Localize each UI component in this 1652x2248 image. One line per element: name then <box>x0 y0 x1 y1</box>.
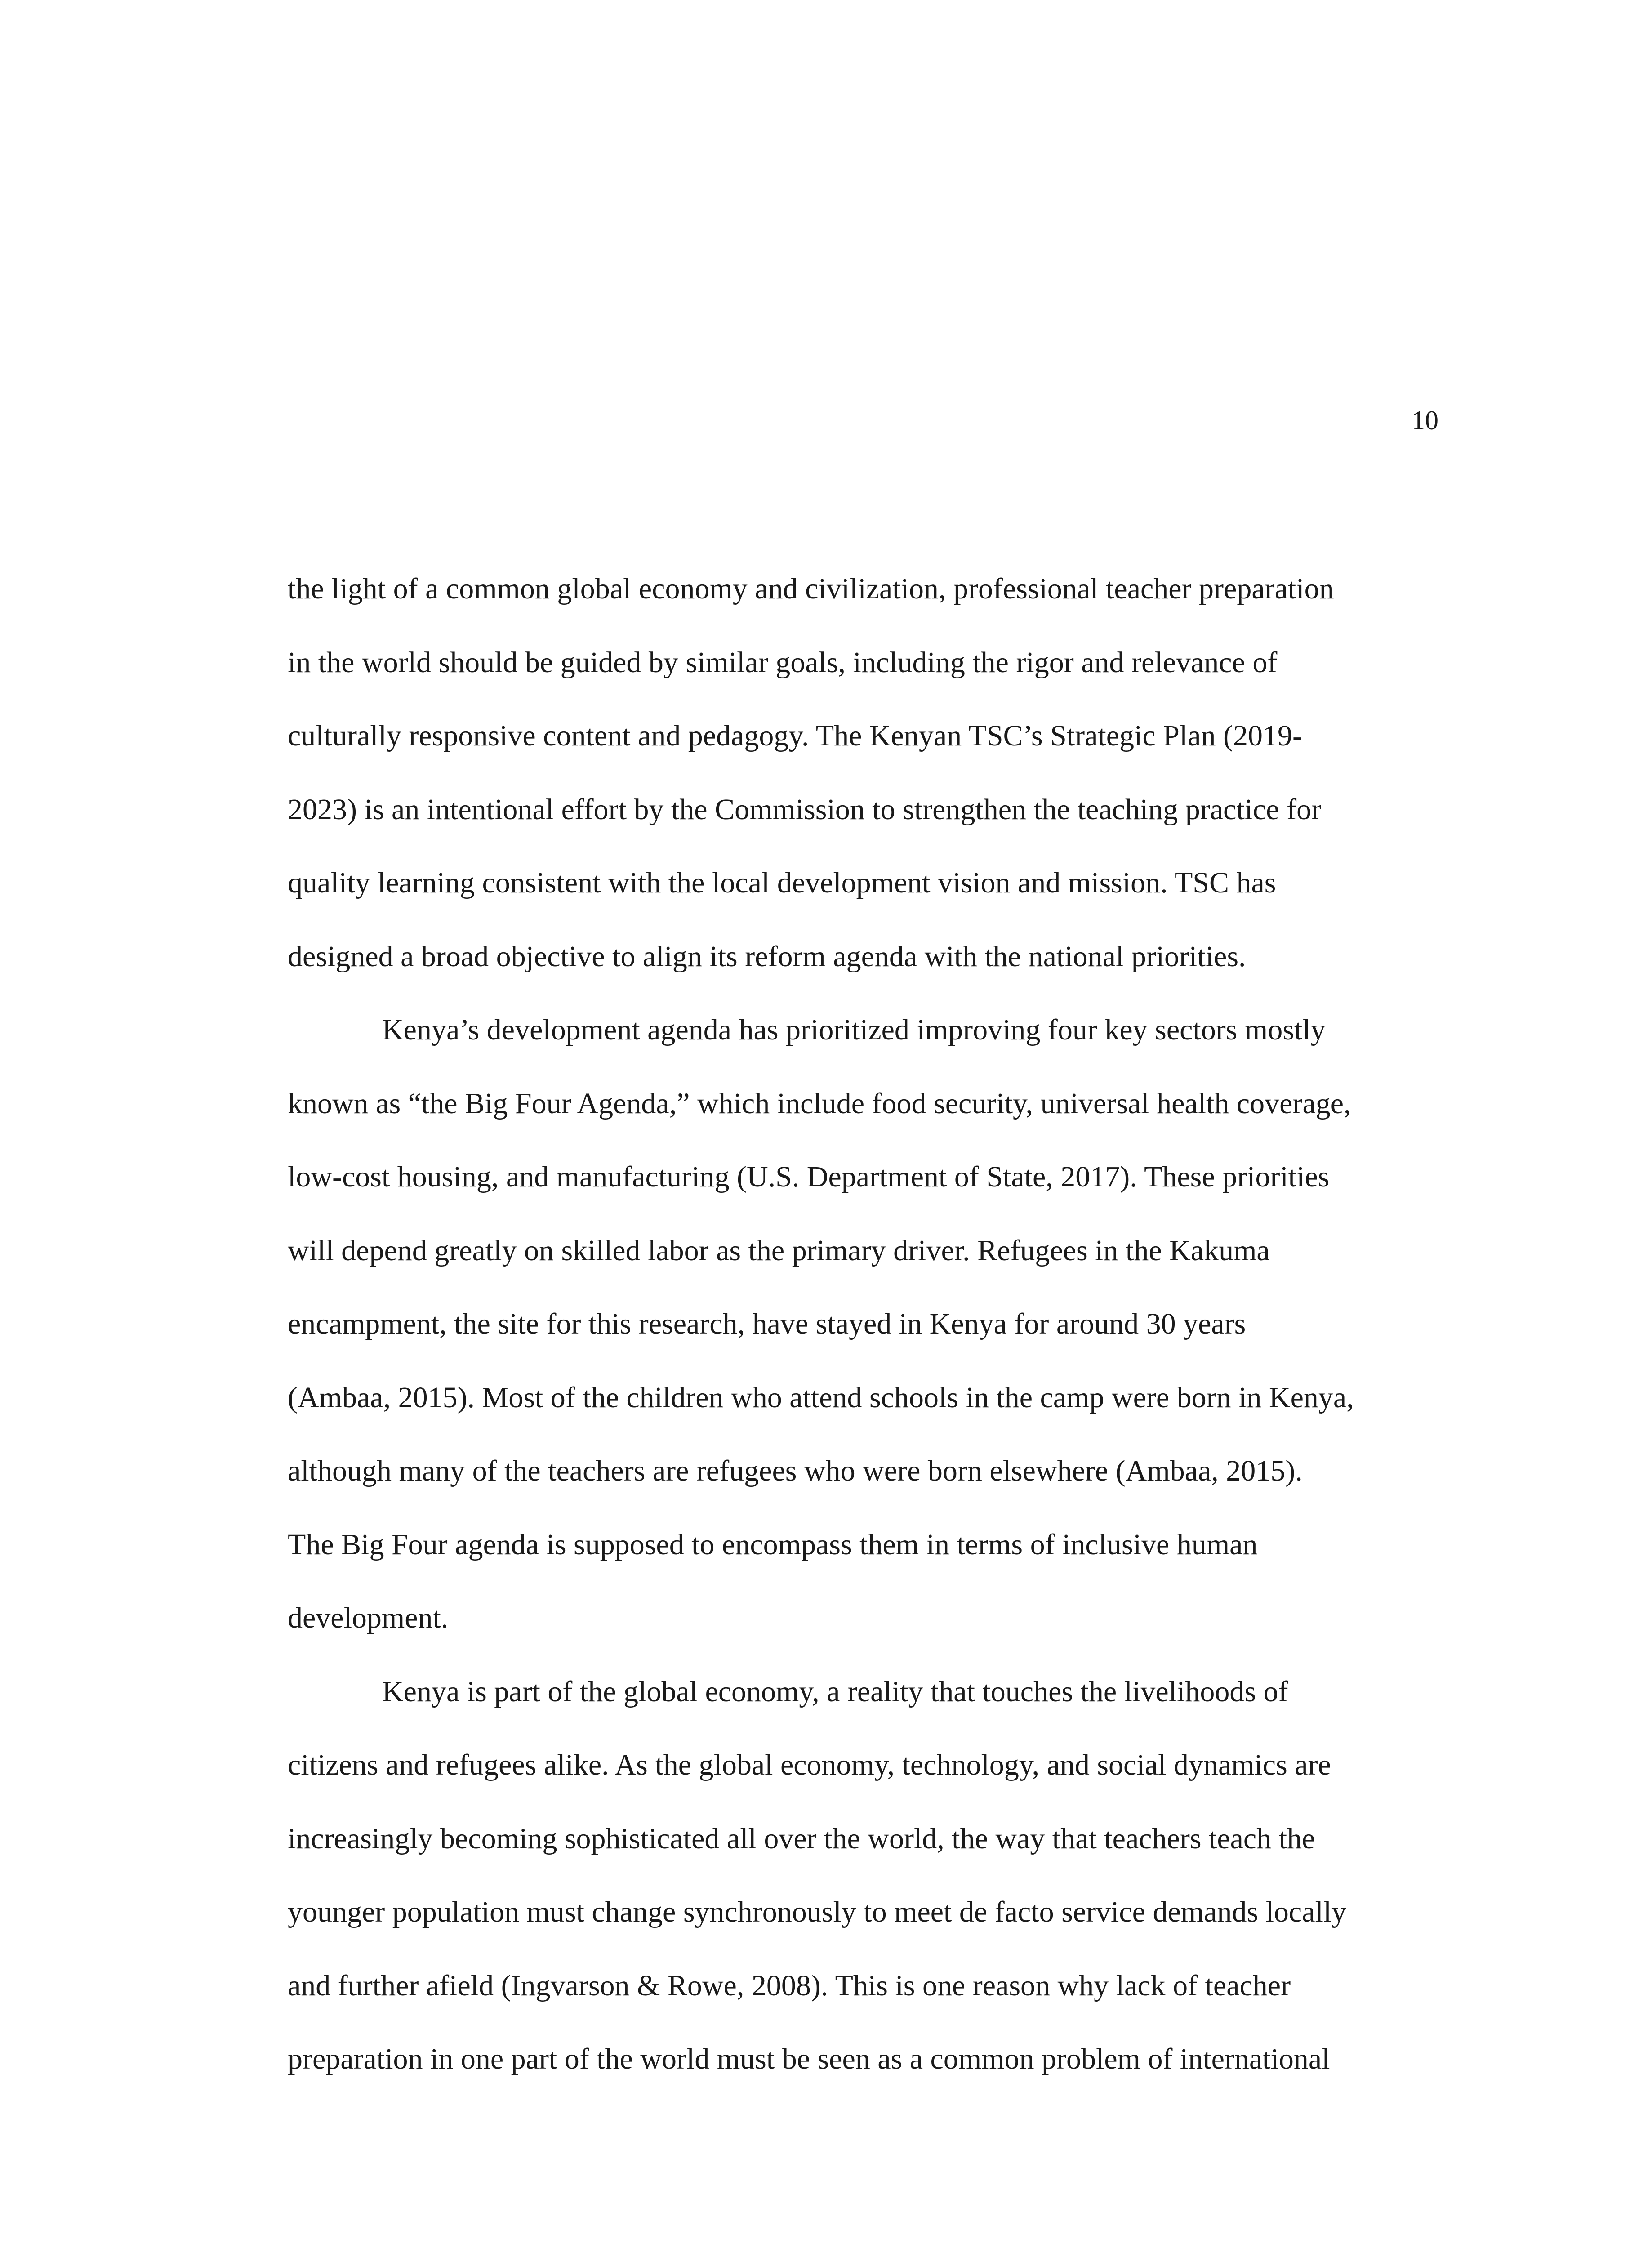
text-line: encampment, the site for this research, have stayed in Kenya for around 30 years <box>288 1307 1246 1340</box>
text-line: preparation in one part of the world must be seen as a common problem of international <box>288 2043 1330 2075</box>
text-line: the light of a common global economy and civilization, professional teacher preparation <box>288 572 1334 605</box>
text-line: development. <box>288 1601 449 1634</box>
text-line: (Ambaa, 2015). Most of the children who attend schools in the camp were born in Kenya, <box>288 1381 1354 1414</box>
text-line: younger population must change synchronously to meet de facto service demands locally <box>288 1896 1347 1928</box>
text-line: Kenya is part of the global economy, a reality that touches the livelihoods of <box>382 1675 1288 1708</box>
text-line: The Big Four agenda is supposed to encompass them in terms of inclusive human <box>288 1528 1258 1561</box>
body-text <box>288 552 1441 2096</box>
text-line: quality learning consistent with the local development vision and mission. TSC has <box>288 866 1276 899</box>
text-line: Kenya’s development agenda has prioritized improving four key sectors mostly <box>382 1013 1326 1046</box>
text-line: known as “the Big Four Agenda,” which include food security, universal health coverage, <box>288 1087 1351 1120</box>
text-line: although many of the teachers are refugees who were born elsewhere (Ambaa, 2015). <box>288 1454 1303 1487</box>
text-line: designed a broad objective to align its reform agenda with the national priorities. <box>288 940 1246 973</box>
text-line: and further afield (Ingvarson & Rowe, 2008). This is one reason why lack of teacher <box>288 1969 1291 2002</box>
text-line: increasingly becoming sophisticated all over the world, the way that teachers teach the <box>288 1822 1315 1855</box>
page-number: 10 <box>1412 406 1438 435</box>
text-line: will depend greatly on skilled labor as the primary driver. Refugees in the Kakuma <box>288 1234 1270 1267</box>
text-line: 2023) is an intentional effort by the Commission to strengthen the teaching practice for <box>288 793 1322 826</box>
text-line: citizens and refugees alike. As the global economy, technology, and social dynamics are <box>288 1748 1331 1781</box>
text-line: culturally responsive content and pedagogy. The Kenyan TSC’s Strategic Plan (2019- <box>288 719 1302 752</box>
text-line: in the world should be guided by similar goals, including the rigor and relevance of <box>288 646 1278 679</box>
text-line: low-cost housing, and manufacturing (U.S. Department of State, 2017). These priorities <box>288 1160 1330 1193</box>
